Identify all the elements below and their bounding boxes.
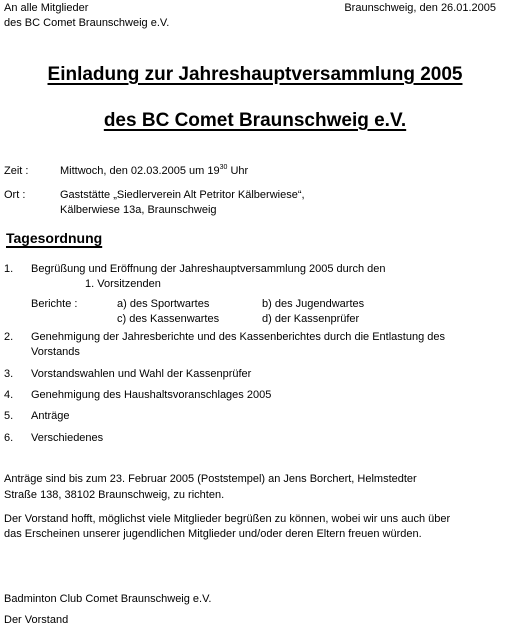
agenda-item-2-text: Genehmigung der Jahresberichte und des Kassenberichtes durch die Entlastung des: [31, 331, 445, 343]
agenda-item-6-text: Verschiedenes: [31, 432, 104, 444]
document-title: Einladung zur Jahreshauptversammlung 2005: [47, 64, 463, 85]
time-label: Zeit :: [4, 165, 29, 177]
reports-label: Berichte :: [31, 298, 78, 310]
place-label: Ort :: [4, 189, 26, 201]
motions-deadline-line-1: Anträge sind bis zum 23. Februar 2005 (Poststempel) an Jens Borchert, Helmstedter: [4, 473, 417, 485]
motions-deadline-line-2: Straße 138, 38102 Braunschweig, zu richten.: [4, 489, 225, 501]
time-unit: Uhr: [230, 165, 249, 177]
place-line-1: Gaststätte „Siedlerverein Alt Petritor Kälberwiese“,: [60, 189, 305, 201]
agenda-item-1-text: Begrüßung und Eröffnung der Jahreshauptversammlung 2005 durch den: [31, 263, 386, 275]
agenda-item-5-number: 5.: [4, 410, 14, 422]
agenda-item-4-number: 4.: [4, 389, 14, 401]
board-note-line-2: das Erscheinen unserer jugendlichen Mitglieder und/oder deren Eltern freuen würden.: [4, 528, 422, 540]
recipient-line-1: An alle Mitglieder: [4, 2, 89, 14]
document-subtitle: des BC Comet Braunschweig e.V.: [103, 110, 407, 131]
agenda-item-3-text: Vorstandswahlen und Wahl der Kassenprüfer: [31, 368, 252, 380]
report-d: d) der Kassenprüfer: [262, 313, 360, 325]
agenda-item-6-number: 6.: [4, 432, 14, 444]
agenda-item-4-text: Genehmigung des Haushaltsvoranschlages 2005: [31, 389, 272, 401]
place-line-2: Kälberwiese 13a, Braunschweig: [60, 204, 217, 216]
board-note-line-1: Der Vorstand hofft, möglichst viele Mitglieder begrüßen zu können, wobei wir uns auch über: [4, 513, 451, 525]
signature-club: Badminton Club Comet Braunschweig e.V.: [4, 593, 212, 605]
time-value: [60, 165, 248, 178]
report-b: b) des Jugendwartes: [262, 298, 365, 310]
time-value-text: Mittwoch, den 02.03.2005 um 19: [60, 165, 220, 177]
agenda-heading: Tagesordnung: [6, 230, 103, 246]
agenda-item-2-text-cont: Vorstands: [31, 346, 80, 358]
agenda-item-5-text: Anträge: [31, 410, 70, 422]
report-c: c) des Kassenwartes: [117, 313, 220, 325]
agenda-item-1-number: 1.: [4, 263, 14, 275]
agenda-item-1-text-cont: 1. Vorsitzenden: [85, 278, 161, 290]
place-date: Braunschweig, den 26.01.2005: [344, 2, 496, 14]
signature-board: Der Vorstand: [4, 614, 69, 626]
agenda-item-2-number: 2.: [4, 331, 14, 343]
time-minutes: 30: [219, 164, 228, 171]
agenda-item-3-number: 3.: [4, 368, 14, 380]
report-a: a) des Sportwartes: [117, 298, 210, 310]
recipient-line-2: des BC Comet Braunschweig e.V.: [4, 17, 170, 29]
